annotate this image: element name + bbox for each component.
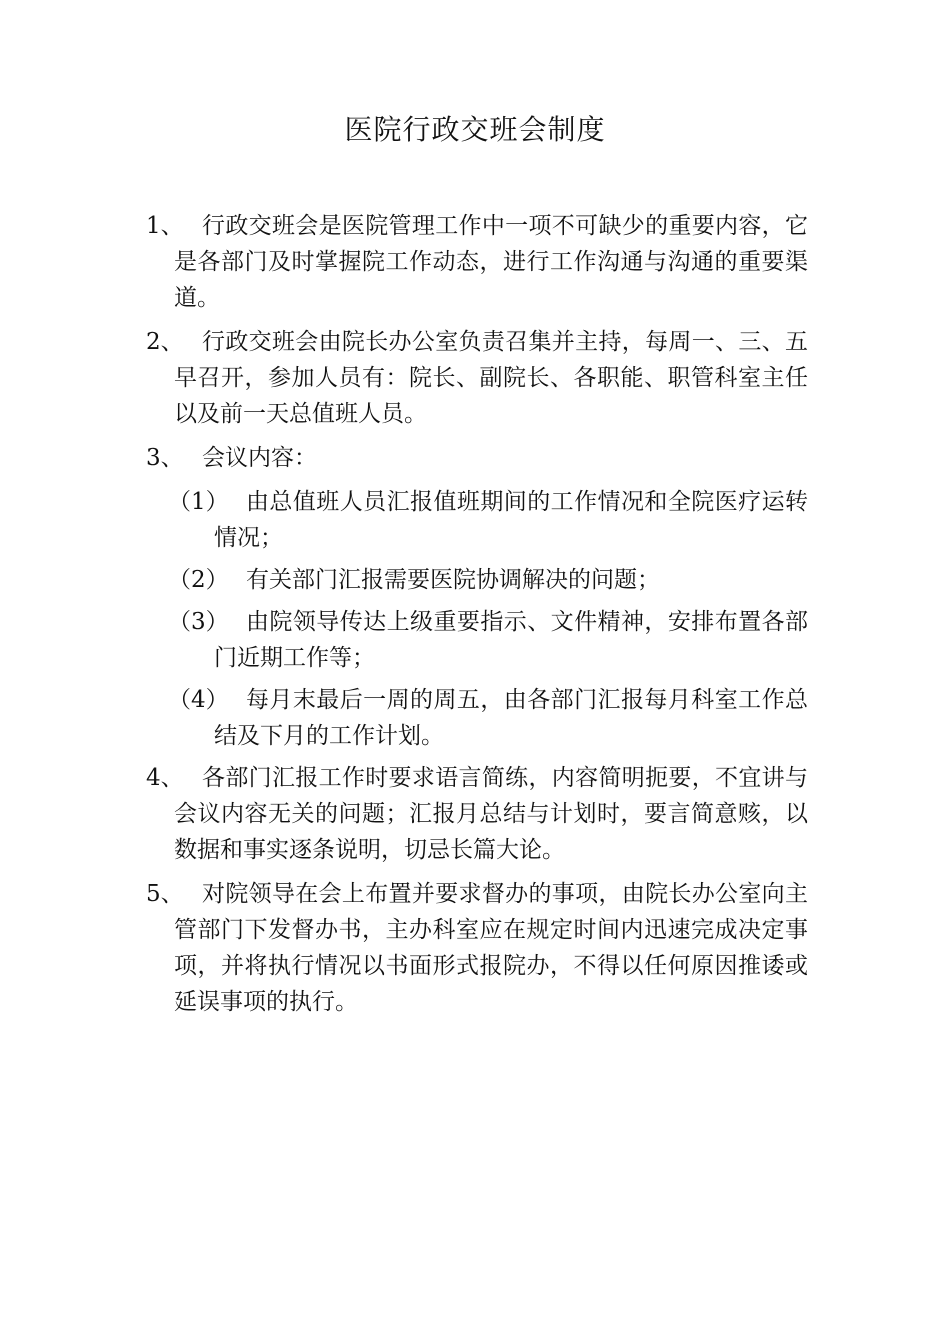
item-text: 行政交班会由院长办公室负责召集并主持，每周一、三、五早召开，参加人员有：院长、副院长、各职能、职管科室主任以及前一天总值班人员。 xyxy=(174,329,808,427)
sub-item-2 xyxy=(146,562,808,598)
item-number: 2、 xyxy=(146,329,184,355)
sub-item-text: 由总值班人员汇报值班期间的工作情况和全院医疗运转情况； xyxy=(214,489,808,551)
list-item-3 xyxy=(146,440,808,476)
sub-item-text: 有关部门汇报需要医院协调解决的问题； xyxy=(246,567,660,593)
sub-item-number: （4） xyxy=(168,687,229,713)
sub-item-text: 每月末最后一周的周五，由各部门汇报每月科室工作总结及下月的工作计划。 xyxy=(214,687,808,749)
sub-item-4 xyxy=(146,682,808,754)
sub-item-number: （1） xyxy=(168,489,229,515)
item-text: 对院领导在会上布置并要求督办的事项，由院长办公室向主管部门下发督办书，主办科室应在规定时间内迅速完成决定事项，并将执行情况以书面形式报院办，不得以任何原因推诿或延误事项的执行。 xyxy=(174,881,808,1015)
item-number: 1、 xyxy=(146,213,184,239)
list-item-5 xyxy=(146,876,808,1020)
sub-item-3 xyxy=(146,604,808,676)
document-title: 医院行政交班会制度 xyxy=(344,113,606,146)
item-text: 会议内容： xyxy=(202,445,317,471)
item-text: 各部门汇报工作时要求语言简练，内容简明扼要，不宜讲与会议内容无关的问题；汇报月总结与计划时，要言简意赅，以数据和事实逐条说明，切忌长篇大论。 xyxy=(174,765,808,863)
sub-item-text: 由院领导传达上级重要指示、文件精神，安排布置各部门近期工作等； xyxy=(214,609,808,671)
item-number: 5、 xyxy=(146,881,184,907)
sub-item-number: （2） xyxy=(168,567,229,593)
rules-list xyxy=(146,208,808,1028)
item-number: 4、 xyxy=(146,765,184,791)
list-item-2 xyxy=(146,324,808,432)
item-number: 3、 xyxy=(146,445,184,471)
list-item-1 xyxy=(146,208,808,316)
list-item-4 xyxy=(146,760,808,868)
sub-item-number: （3） xyxy=(168,609,229,635)
item-text: 行政交班会是医院管理工作中一项不可缺少的重要内容，它是各部门及时掌握院工作动态，进行工作沟通与沟通的重要渠道。 xyxy=(174,213,808,311)
sub-item-1 xyxy=(146,484,808,556)
